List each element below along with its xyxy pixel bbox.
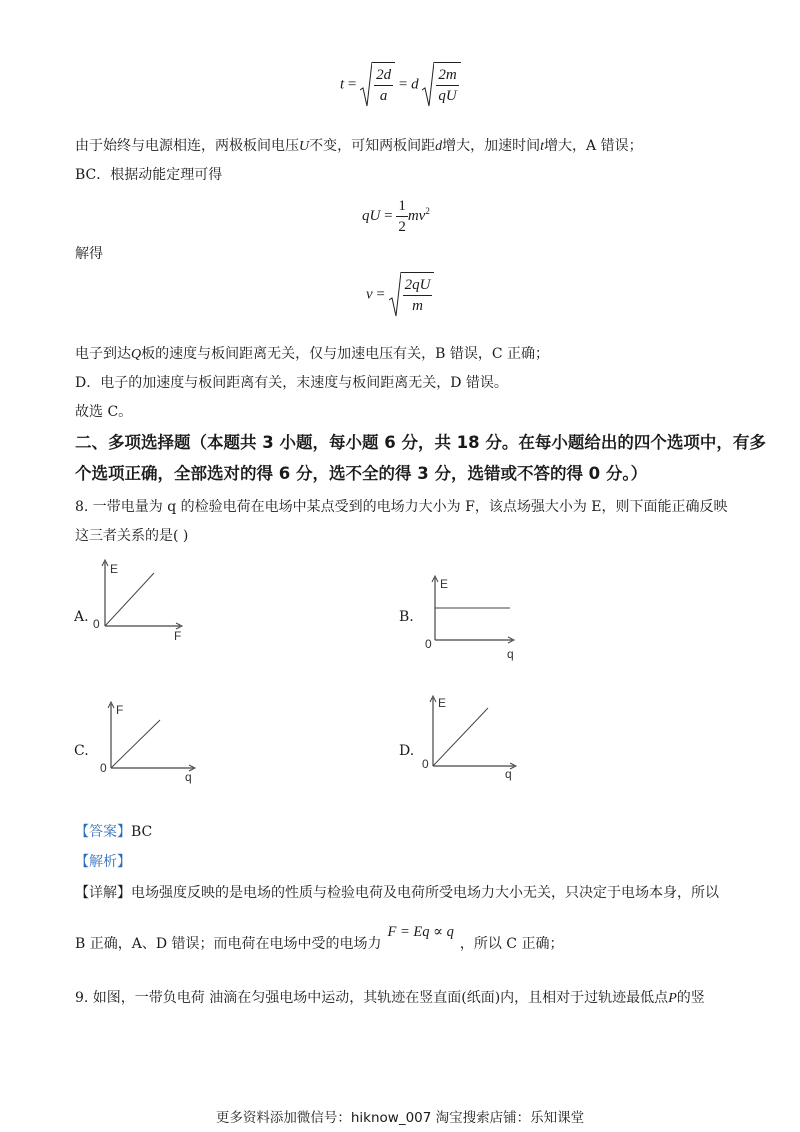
answer-tag: 【答案】 [75, 824, 131, 840]
option-d-label: D. [399, 743, 415, 759]
para-4 [75, 344, 549, 365]
formula-v-den: m [412, 298, 423, 314]
sqrt-2 [422, 62, 460, 108]
option-c-graph [96, 696, 206, 786]
section-heading-2: 个选项正确，全部选对的得 6 分，选不全的得 3 分，选错或不答的得 0 分。） [75, 464, 648, 483]
radical-sign-icon [422, 62, 434, 108]
formula-t-lhs: t [340, 76, 345, 93]
formula-energy-sup: 2 [425, 205, 430, 216]
para-1-a: 由于始终与电源相连，两极板间电压 [75, 138, 299, 154]
para-1-d: d [435, 139, 443, 154]
page-footer: 更多资料添加微信号：hiknow_007 淘宝搜索店铺：乐知课堂 [215, 1110, 585, 1126]
option-a-label: A. [74, 609, 89, 625]
analysis-tag: 【解析】 [75, 854, 131, 870]
q9-P: P [668, 991, 677, 1006]
frac2-den: qU [438, 88, 457, 104]
sqrt-3 [389, 272, 435, 318]
radical-sign-icon [360, 62, 372, 108]
q9-line-1 [75, 988, 705, 1009]
option-d-graph [418, 692, 528, 782]
option-c-origin: 0 [100, 761, 107, 775]
detail-text-2a: B 正确，A、D 错误；而电荷在电场中受的电场力 [75, 936, 382, 952]
formula-energy-num: 1 [396, 196, 408, 217]
formula-energy-den: 2 [398, 219, 406, 235]
option-d-y-label: E [438, 696, 447, 710]
formula-v-lhs: v [366, 286, 373, 303]
formula-v-eq: = [376, 286, 385, 303]
option-c-x-label: q [185, 770, 192, 784]
detail-line-1 [75, 883, 719, 903]
formula-energy-lhs: qU [362, 207, 381, 224]
formula-t [340, 62, 461, 108]
frac1-den: a [379, 88, 388, 104]
option-d-origin: 0 [422, 757, 429, 771]
option-a-origin: 0 [93, 617, 100, 631]
option-d-x-label: q [505, 767, 512, 781]
answer-value: BC [131, 824, 153, 840]
option-a-x-label: F [174, 629, 182, 643]
para-1 [75, 136, 643, 157]
detail-formula: F = Eq ∝ q [387, 924, 454, 940]
q8-line-2: 这三者关系的是( ) [75, 528, 189, 544]
para-1-t: t [540, 139, 545, 154]
formula-energy-rhs: mv [407, 207, 426, 224]
para-1-e: 增大，A 错误； [544, 138, 643, 154]
q8-line-1: 8. 一带电量为 q 的检验电荷在电场中某点受到的电场力大小为 F，该点场强大小为 E，则下面能正确反映 [75, 499, 728, 515]
para-3: 解得 [75, 246, 103, 262]
detail-line-2 [75, 924, 564, 954]
para-4-b: 板的速度与板间距离无关，仅与加速电压有关，B 错误，C 正确； [141, 346, 550, 362]
para-1-c: 增大，加速时间 [442, 138, 541, 154]
option-a-graph [90, 556, 190, 646]
option-b-label: B. [399, 609, 414, 625]
para-6: 故选 C。 [75, 404, 133, 420]
detail-text-2b: ，所以 C 正确； [459, 936, 564, 952]
formula-v-num: 2qU [403, 275, 433, 296]
formula-t-eq2: = [398, 76, 408, 93]
option-b-x-label: q [507, 647, 514, 661]
para-4-a: 电子到达 [75, 346, 131, 362]
option-b-y-label: E [440, 577, 449, 591]
q9-text-a: 9. 如图，一带负电荷 油滴在匀强电场中运动，其轨迹在竖直面(纸面)内，且相对于过轨迹最低点 [75, 990, 669, 1006]
para-1-U: U [299, 139, 310, 154]
option-b-graph [420, 572, 520, 662]
option-c-label: C. [74, 743, 89, 759]
para-4-Q: Q [131, 347, 142, 362]
option-b-origin: 0 [425, 637, 432, 651]
q9-text-b: 的竖 [676, 990, 705, 1006]
formula-t-coef: d [411, 76, 419, 93]
frac2-num: 2m [436, 65, 458, 86]
para-2: BC．根据动能定理可得 [75, 167, 223, 183]
section-heading-1: 二、多项选择题（本题共 3 小题，每小题 6 分，共 18 分。在每小题给出的四个选项中，有多 [75, 433, 766, 452]
formula-t-eq: = [347, 76, 357, 93]
option-c-y-label: F [116, 703, 124, 717]
detail-tag: 【详解】 [75, 885, 131, 901]
option-a-y-label: E [110, 562, 119, 576]
formula-v [366, 272, 434, 318]
detail-text-1: 电场强度反映的是电场的性质与检验电荷及电荷所受电场力大小无关，只决定于电场本身，所以 [131, 885, 719, 901]
para-5: D．电子的加速度与板间距离有关，末速度与板间距离无关，D 错误。 [75, 375, 508, 391]
formula-energy [362, 196, 430, 237]
frac1-num: 2d [374, 65, 393, 86]
sqrt-1 [360, 62, 395, 108]
radical-sign-icon [389, 272, 401, 318]
formula-energy-eq: = [384, 207, 393, 224]
para-1-b: 不变，可知两板间距 [309, 138, 436, 154]
answer-line [75, 822, 152, 842]
